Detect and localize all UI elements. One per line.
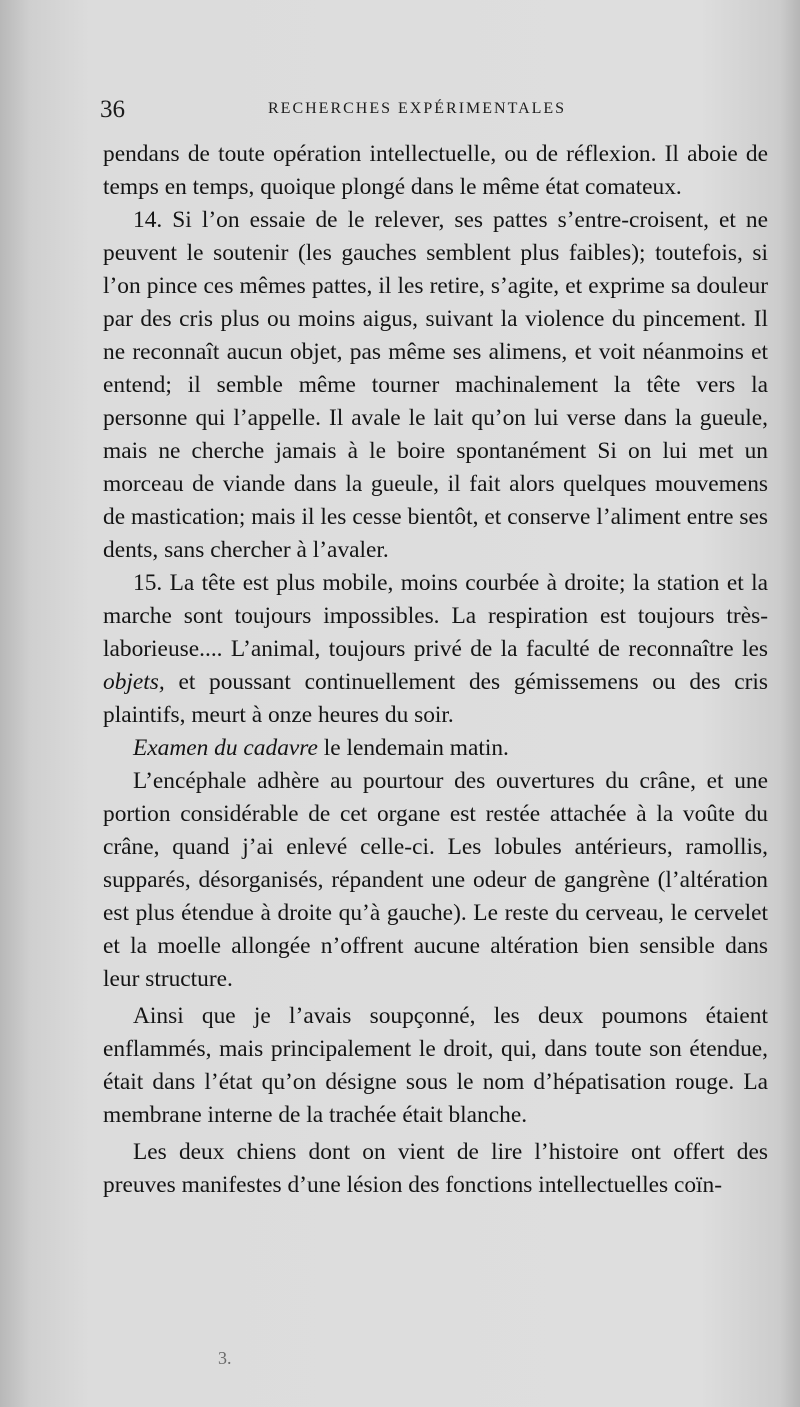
body-text <box>103 138 768 1202</box>
italic-objets: objets, <box>103 669 165 695</box>
paragraph-poumons: Ainsi que je l’avais soupçonné, les deux poumons étaient enflammés, mais principalement le droit, qui, dans toute son étendue, était dans l’état qu’on désigne sous le nom d’hépatisation rouge. La membrane interne de la trachée était blanche. <box>103 1003 768 1128</box>
paragraph-continuation: pendans de toute opération intellectuelle, ou de réflexion. Il aboie de temps en temps, quoique plongé dans le même état comateux. <box>103 141 768 200</box>
paragraph-15-end: et poussant continuellement des gémissemens ou des cris plaintifs, meurt à onze heures du soir. <box>103 669 768 728</box>
signature-mark: 3. <box>218 1348 232 1368</box>
paragraph-15 <box>103 567 768 732</box>
paragraph-14: 14. Si l’on essaie de le relever, ses pattes s’entre-croisent, et ne peuvent le soutenir (les gauches semblent plus faibles); toutefois, si l’on pince ces mêmes pattes, il les retire, s’agite, et exprime sa douleur par des cris plus ou moins aigus, suivant la violence du pincement. Il ne reconnaît aucun objet, pas même ses alimens, et voit néanmoins et entend; il semble même tourner machinalement la tête vers la personne qui l’appelle. Il avale le lait qu’on lui verse dans la gueule, mais ne cherche jamais à le boire spontanément Si on lui met un morceau de viande dans la gueule, il fait alors quelques mouvemens de mastication; mais il les cesse bientôt, et conserve l’aliment entre ses dents, sans chercher à l’avaler. <box>103 207 768 563</box>
paragraph-examen <box>103 732 768 765</box>
italic-examen-du-cadavre: Examen du cadavre <box>133 735 318 761</box>
page-header <box>100 92 700 132</box>
paragraph-conclusion: Les deux chiens dont on vient de lire l’histoire ont offert des preuves manifestes d’une lésion des fonctions intellectuelles coïn- <box>103 1139 768 1198</box>
paragraph-examen-text: le lendemain matin. <box>323 735 509 761</box>
paragraph-encephale: L’encéphale adhère au pourtour des ouvertures du crâne, et une portion considérable de cet organe est restée attachée à la voûte du crâne, quand j’ai enlevé celle-ci. Les lobules antérieurs, ramollis, supparés, désorganisés, répandent une odeur de gangrène (l’altération est plus étendue à droite qu’à gauche). Le reste du cerveau, le cervelet et la moelle allongée n’offrent aucune altération bien sensible dans leur structure. <box>103 768 768 992</box>
running-head: RECHERCHES EXPÉRIMENTALES <box>268 100 567 117</box>
paragraph-15-text: 15. La tête est plus mobile, moins courbée à droite; la station et la marche sont toujours impossibles. La respiration est toujours très-laborieuse.... L’animal, toujours privé de la faculté de reconnaître les <box>103 570 768 662</box>
page-number: 36 <box>100 96 125 123</box>
